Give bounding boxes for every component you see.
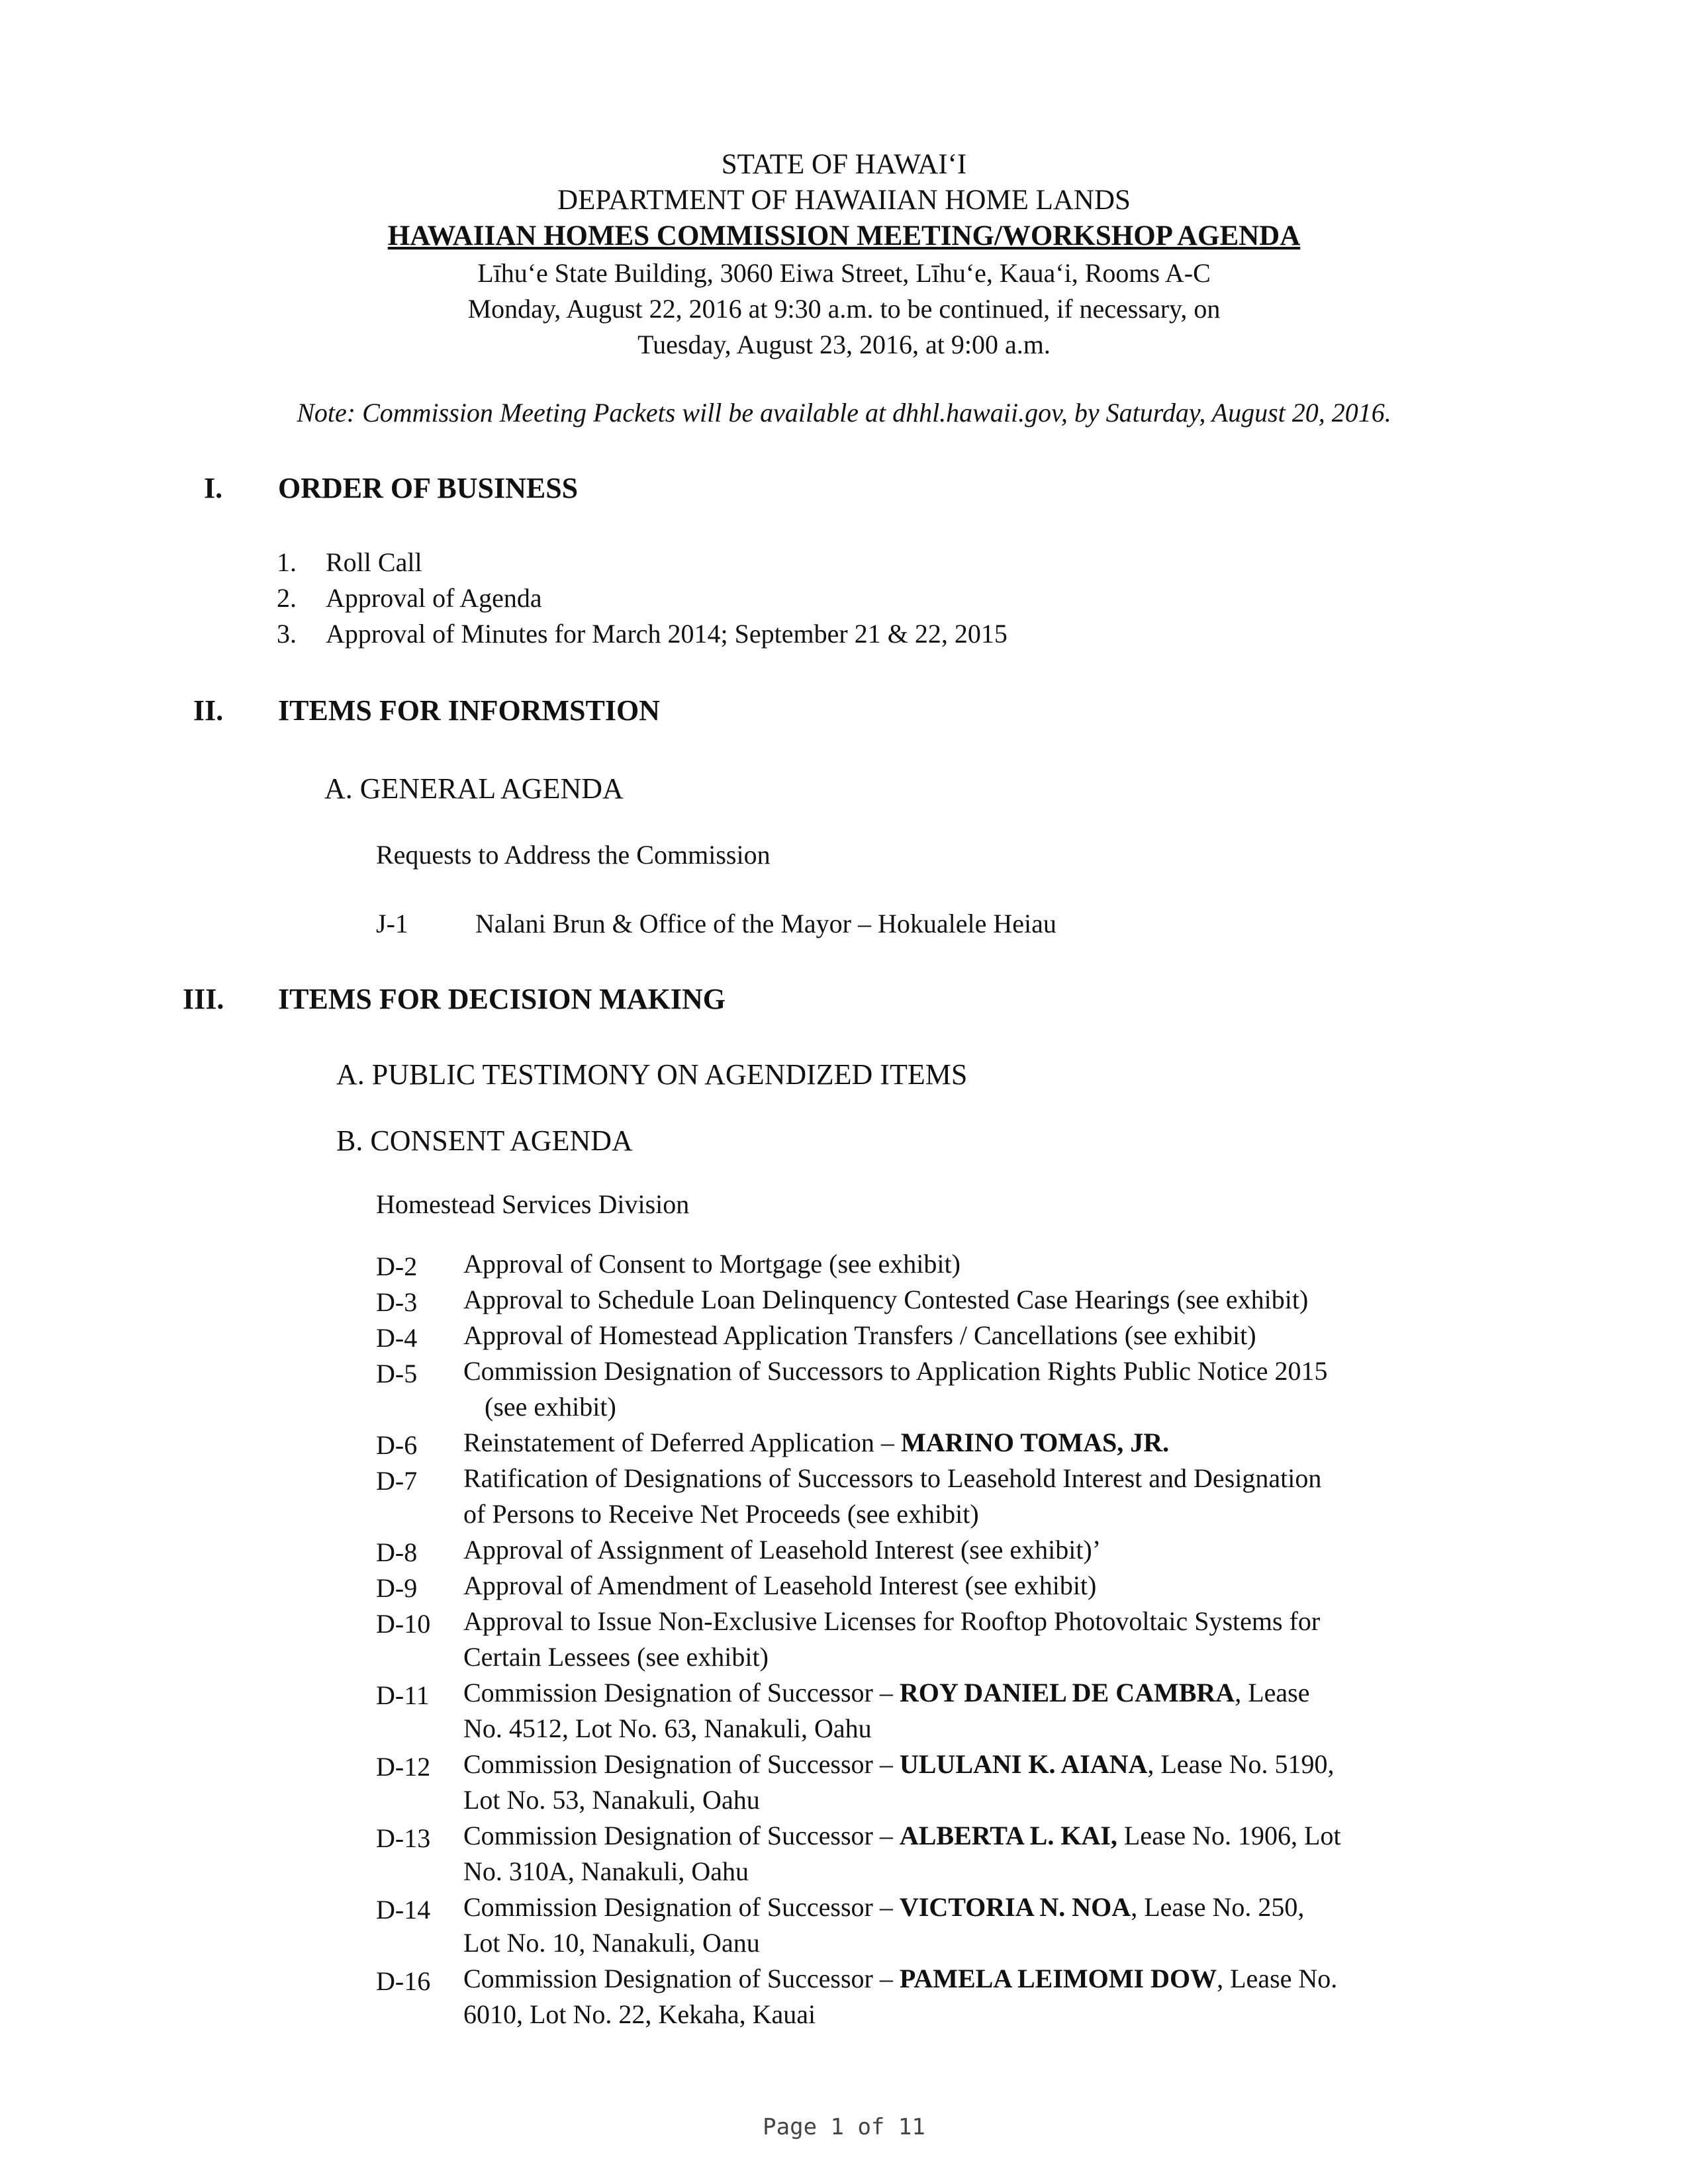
division-heading: Homestead Services Division	[376, 1189, 690, 1219]
list-item: Roll Call	[326, 547, 422, 577]
department-line: DEPARTMENT OF HAWAIIAN HOME LANDS	[557, 185, 1131, 216]
item-text: Commission Designation of Successor – PAMELA LEIMOMI DOW, Lease No. 6010, Lot No. 22, Kekaha, Kauai	[463, 1964, 1338, 2029]
section-number: I.	[204, 472, 223, 504]
item-code: D-5	[376, 1359, 418, 1388]
section-title-items-for-information: ITEMS FOR INFORMSTION	[278, 694, 660, 727]
state-line: STATE OF HAWAI‘I	[721, 149, 967, 180]
item-text: Commission Designation of Successor – ROY DANIEL DE CAMBRA, Lease No. 4512, Lot No. 63, Nanakuli, Oahu	[463, 1678, 1310, 1743]
item-code: D-9	[376, 1573, 418, 1603]
item-text: Commission Designation of Successor – ULULANI K. AIANA, Lease No. 5190, Lot No. 53, Nanakuli, Oahu	[463, 1749, 1335, 1815]
item-text: Ratification of Designations of Successors to Leasehold Interest and Designation of Persons to Receive Net Proceeds (see exhibit)	[463, 1463, 1322, 1529]
date-line-2: Tuesday, August 23, 2016, at 9:00 a.m.	[637, 330, 1051, 359]
item-code: J-1	[376, 909, 408, 938]
subsection-consent-agenda: B. CONSENT AGENDA	[336, 1124, 633, 1157]
item-code: D-13	[376, 1823, 431, 1853]
list-number: 3.	[277, 619, 297, 649]
item-code: D-2	[376, 1251, 418, 1281]
item-text: Approval of Homestead Application Transfers / Cancellations (see exhibit)	[463, 1320, 1256, 1350]
item-text: Approval of Consent to Mortgage (see exhibit)	[463, 1249, 961, 1279]
item-text: Approval to Schedule Loan Delinquency Contested Case Hearings (see exhibit)	[463, 1285, 1309, 1314]
item-code: D-3	[376, 1287, 418, 1317]
packet-note: Note: Commission Meeting Packets will be available at dhhl.hawaii.gov, by Saturday, August 20, 2016.	[297, 398, 1391, 428]
item-code: D-6	[376, 1430, 418, 1460]
list-item: Approval of Minutes for March 2014; September 21 & 22, 2015	[326, 619, 1008, 649]
item-code: D-7	[376, 1466, 418, 1496]
subsection-public-testimony: A. PUBLIC TESTIMONY ON AGENDIZED ITEMS	[336, 1058, 968, 1091]
item-code: D-8	[376, 1537, 418, 1567]
item-text: Commission Designation of Successor – VICTORIA N. NOA, Lease No. 250, Lot No. 10, Nanakuli, Oanu	[463, 1892, 1305, 1958]
list-number: 2.	[277, 583, 297, 613]
item-text: Commission Designation of Successors to Application Rights Public Notice 2015 (see exhibit)	[463, 1356, 1328, 1422]
requests-heading: Requests to Address the Commission	[376, 840, 771, 870]
section-title-order-of-business: ORDER OF BUSINESS	[278, 472, 579, 504]
date-line-1: Monday, August 22, 2016 at 9:30 a.m. to be continued, if necessary, on	[467, 294, 1221, 324]
agenda-title: HAWAIIAN HOMES COMMISSION MEETING/WORKSHOP AGENDA	[387, 220, 1301, 251]
item-text: Reinstatement of Deferred Application – MARINO TOMAS, JR.	[463, 1428, 1170, 1457]
item-text: Approval of Amendment of Leasehold Interest (see exhibit)	[463, 1570, 1097, 1600]
item-code: D-16	[376, 1966, 431, 1996]
item-code: D-12	[376, 1752, 431, 1782]
item-code: D-14	[376, 1895, 431, 1925]
list-item: Approval of Agenda	[326, 583, 542, 613]
section-number: II.	[193, 694, 224, 727]
item-text: Approval to Issue Non-Exclusive Licenses for Rooftop Photovoltaic Systems for Certain Lessees (see exhibit)	[463, 1606, 1321, 1672]
list-number: 1.	[277, 547, 297, 577]
item-text: Approval of Assignment of Leasehold Interest (see exhibit)’	[463, 1535, 1102, 1565]
item-code: D-11	[376, 1680, 430, 1710]
item-code: D-4	[376, 1323, 418, 1353]
section-title-items-for-decision-making: ITEMS FOR DECISION MAKING	[278, 983, 726, 1015]
page-number: Page 1 of 11	[763, 2114, 925, 2140]
item-code: D-10	[376, 1609, 431, 1639]
location-line: Līhu‘e State Building, 3060 Eiwa Street, Līhu‘e, Kaua‘i, Rooms A-C	[477, 258, 1211, 288]
section-number: III.	[183, 983, 224, 1015]
item-text: Nalani Brun & Office of the Mayor – Hokualele Heiau	[475, 909, 1056, 938]
item-text: Commission Designation of Successor – ALBERTA L. KAI, Lease No. 1906, Lot No. 310A, Nanakuli, Oahu	[463, 1821, 1341, 1886]
subsection-general-agenda: A. GENERAL AGENDA	[324, 772, 624, 805]
